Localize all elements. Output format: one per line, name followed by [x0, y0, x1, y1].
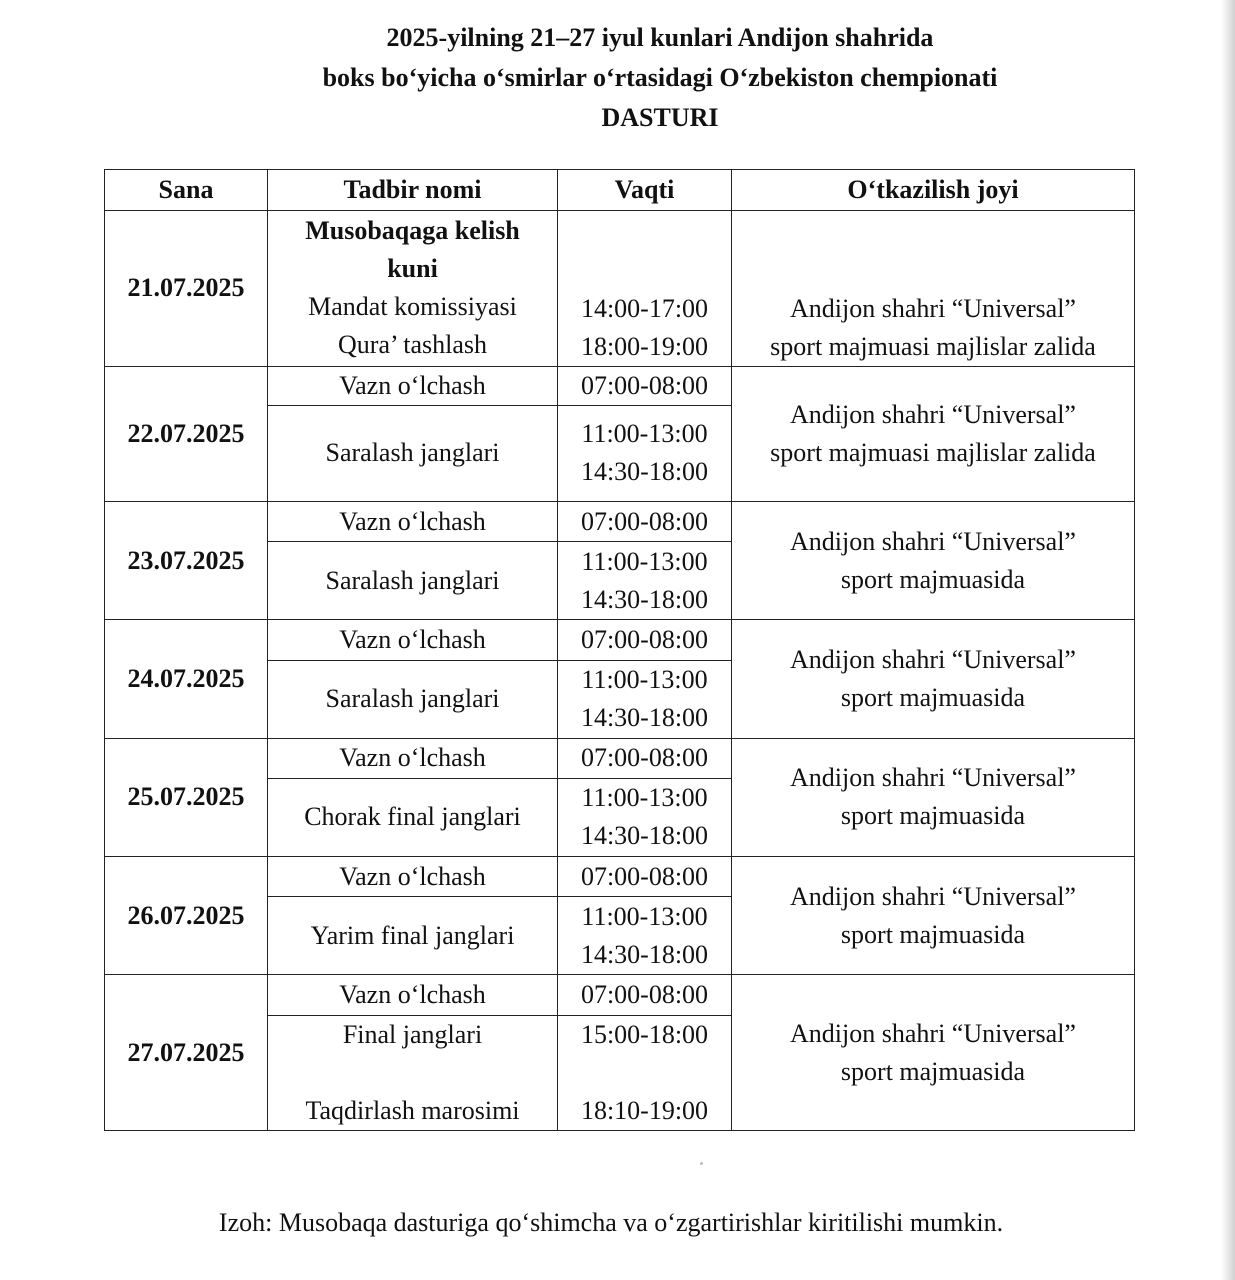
event-cell: Saralash janglari	[268, 542, 558, 620]
time-range: 11:00-13:00	[581, 783, 708, 813]
time-range: 14:00-17:00	[580, 293, 709, 323]
event-cell: Saralash janglari	[268, 405, 558, 501]
venue-line-1: Andijon shahri “Universal”	[790, 645, 1076, 675]
schedule-table	[104, 169, 1135, 1131]
venue-line-2: sport majmuasida	[840, 1056, 1026, 1086]
time-range: 11:00-13:00	[581, 546, 708, 576]
time-cell	[558, 897, 732, 975]
venue-cell	[732, 738, 1135, 856]
final-event-name: Final janglari	[342, 1019, 483, 1049]
event-cell: Vazn o‘lchash	[268, 738, 558, 778]
event-cell	[268, 1015, 558, 1130]
time-cell	[558, 542, 732, 620]
time-cell	[558, 405, 732, 501]
time-cell	[558, 211, 732, 366]
date-cell: 24.07.2025	[105, 620, 268, 738]
venue-line-2: sport majmuasida	[840, 683, 1026, 713]
time-range: 18:00-19:00	[580, 331, 709, 361]
time-cell	[558, 660, 732, 738]
event-cell: Saralash janglari	[268, 660, 558, 738]
header-title: DASTURI	[601, 103, 719, 132]
venue-line-2: sport majmuasida	[840, 564, 1026, 594]
date-cell: 22.07.2025	[105, 366, 268, 501]
venue-cell	[732, 502, 1135, 620]
time-cell: 07:00-08:00	[558, 502, 732, 542]
time-cell	[558, 1015, 732, 1130]
event-name: Mandat komissiyasi	[308, 292, 517, 322]
venue-cell	[732, 975, 1135, 1131]
time-range: 11:00-13:00	[581, 901, 708, 931]
footnote: Izoh: Musobaqa dasturiga qo‘shimcha va o‘zgartirishlar kiritilishi mumkin.	[218, 1208, 1004, 1237]
venue-line-1: Andijon shahri “Universal”	[790, 526, 1076, 556]
time-range: 14:30-18:00	[580, 703, 709, 733]
event-cell: Vazn o‘lchash	[268, 502, 558, 542]
date-cell: 21.07.2025	[105, 211, 268, 366]
column-header-time: Vaqti	[558, 170, 732, 211]
time-cell: 07:00-08:00	[558, 738, 732, 778]
event-cell: Yarim final janglari	[268, 897, 558, 975]
page-edge-shadow	[1221, 0, 1235, 1280]
table-header-row	[105, 170, 1135, 211]
date-cell: 26.07.2025	[105, 857, 268, 975]
event-cell: Vazn o‘lchash	[268, 857, 558, 897]
time-range: 14:30-18:00	[580, 821, 709, 851]
time-range: 18:10-19:00	[580, 1095, 709, 1125]
venue-line-1: Andijon shahri “Universal”	[790, 763, 1076, 793]
table-row	[105, 620, 1135, 660]
table-row	[105, 366, 1135, 405]
time-range: 15:00-18:00	[580, 1019, 709, 1049]
time-range: 11:00-13:00	[581, 665, 708, 695]
time-cell	[558, 778, 732, 856]
time-range: 14:30-18:00	[580, 939, 709, 969]
time-range: 11:00-13:00	[581, 419, 708, 449]
table-row	[105, 211, 1135, 366]
event-cell: Chorak final janglari	[268, 778, 558, 856]
ceremony-event-name: Taqdirlash marosimi	[305, 1095, 520, 1125]
column-header-date: Sana	[105, 170, 268, 211]
venue-line-2: sport majmuasi majlislar zalida	[770, 437, 1096, 467]
venue-line-2: sport majmuasi majlislar zalida	[770, 331, 1096, 361]
date-cell: 25.07.2025	[105, 738, 268, 856]
venue-line-2: sport majmuasida	[840, 801, 1026, 831]
venue-cell	[732, 620, 1135, 738]
spacer	[562, 1054, 727, 1092]
document-header	[0, 18, 1235, 138]
event-cell: Vazn o‘lchash	[268, 620, 558, 660]
time-range: 14:30-18:00	[580, 584, 709, 614]
time-cell: 07:00-08:00	[558, 366, 732, 405]
venue-line-1: Andijon shahri “Universal”	[790, 1018, 1076, 1048]
venue-line-1: Andijon shahri “Universal”	[790, 293, 1076, 323]
spacer	[272, 1054, 553, 1092]
table-row	[105, 857, 1135, 897]
time-cell: 07:00-08:00	[558, 857, 732, 897]
time-cell: 07:00-08:00	[558, 975, 732, 1015]
arrival-day-title-line-1: Musobaqaga kelish	[305, 216, 520, 246]
table-row	[105, 502, 1135, 542]
date-cell: 27.07.2025	[105, 975, 268, 1131]
paper-smudge	[700, 1162, 703, 1165]
table-row	[105, 975, 1135, 1015]
venue-cell	[732, 857, 1135, 975]
date-cell: 23.07.2025	[105, 502, 268, 620]
arrival-day-title-line-2: kuni	[387, 254, 438, 284]
event-cell: Vazn o‘lchash	[268, 366, 558, 405]
venue-line-1: Andijon shahri “Universal”	[790, 399, 1076, 429]
venue-line-2: sport majmuasida	[840, 919, 1026, 949]
header-line-2: boks bo‘yicha o‘smirlar o‘rtasidagi O‘zbekiston chempionati	[322, 63, 998, 92]
time-cell: 07:00-08:00	[558, 620, 732, 660]
column-header-venue: O‘tkazilish joyi	[732, 170, 1135, 211]
venue-line-1: Andijon shahri “Universal”	[790, 881, 1076, 911]
table-row	[105, 738, 1135, 778]
event-cell: Vazn o‘lchash	[268, 975, 558, 1015]
venue-cell	[732, 211, 1135, 366]
event-name: Qura’ tashlash	[338, 330, 487, 360]
header-line-1: 2025-yilning 21–27 iyul kunlari Andijon shahrida	[386, 23, 934, 52]
venue-cell	[732, 366, 1135, 501]
time-range: 14:30-18:00	[580, 457, 709, 487]
column-header-event: Tadbir nomi	[268, 170, 558, 211]
event-cell	[268, 211, 558, 366]
